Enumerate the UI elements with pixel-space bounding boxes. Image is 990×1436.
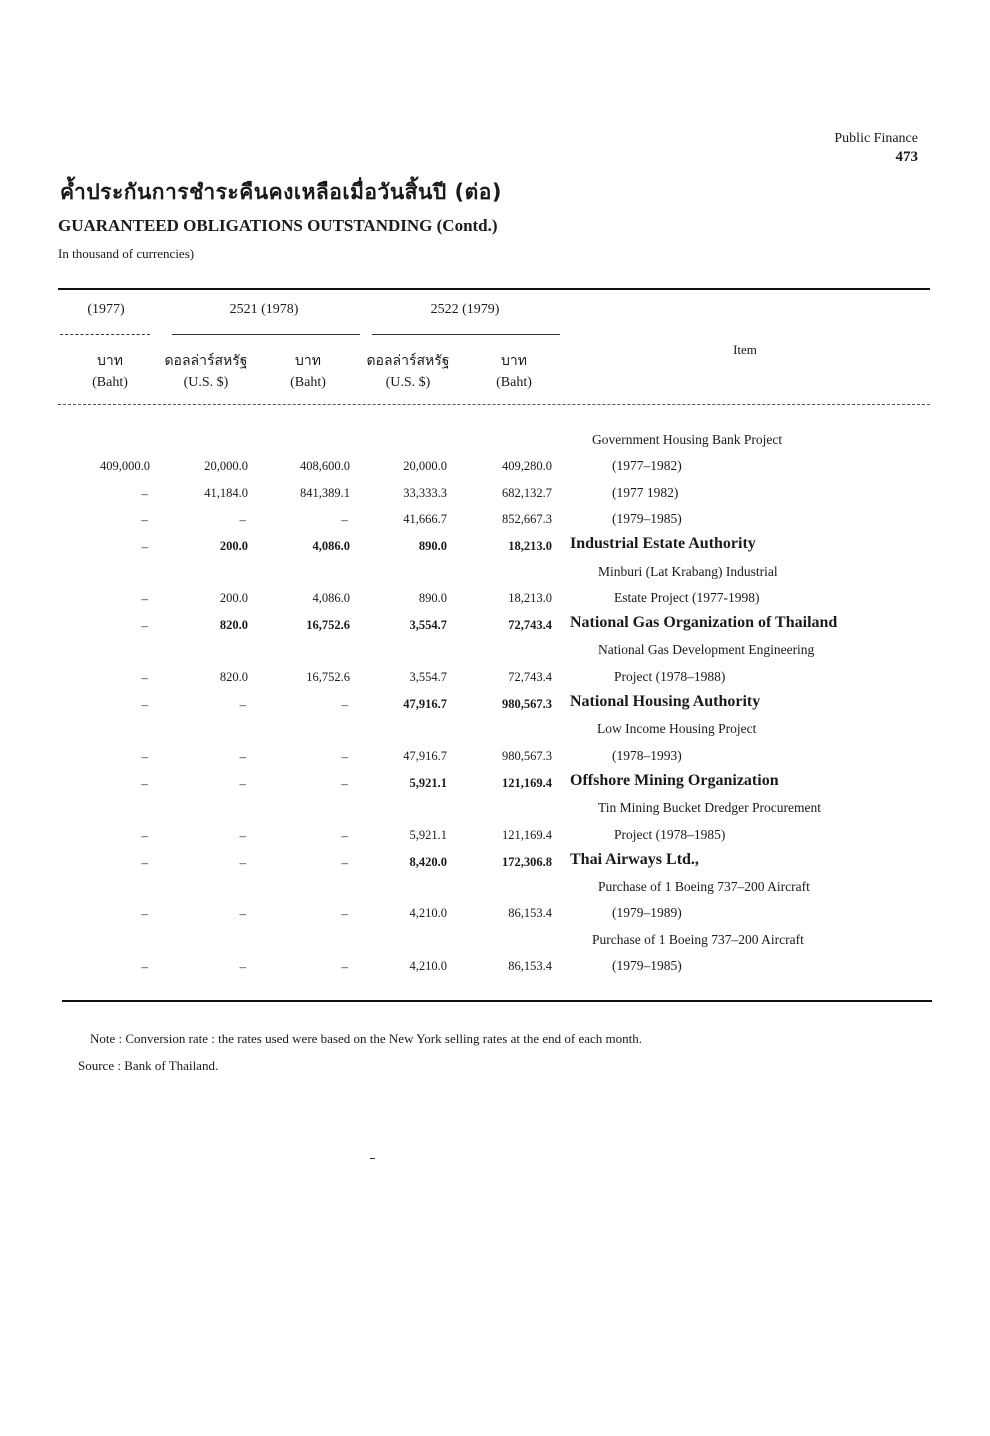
cell-baht-1977: – xyxy=(141,590,148,606)
header-usd-1978 xyxy=(150,350,262,394)
cell-baht-1979: 72,743.4 xyxy=(508,618,552,633)
cell-usd-1979: 33,333.3 xyxy=(403,485,447,500)
item-organization: Offshore Mining Organization xyxy=(570,771,779,789)
cell-baht-1979: 121,169.4 xyxy=(502,775,552,790)
cell-usd-1978: 820.0 xyxy=(219,669,248,684)
english-title: GUARANTEED OBLIGATIONS OUTSTANDING (Contd.) xyxy=(58,216,498,235)
cell-baht-1978: – xyxy=(341,854,348,870)
cell-baht-1978: 4,086.0 xyxy=(312,590,350,605)
cell-usd-1979: 890.0 xyxy=(418,590,447,605)
cell-baht-1978: 4,086.0 xyxy=(312,539,350,554)
source-note: Source : Bank of Thailand. xyxy=(78,1058,219,1073)
cell-baht-1979: 980,567.3 xyxy=(502,748,552,763)
conversion-note: Note : Conversion rate : the rates used were based on the New York selling rates at the end of each month. xyxy=(90,1031,642,1046)
rule-under-1977 xyxy=(60,334,150,335)
header-item: Item xyxy=(733,342,757,357)
stray-mark xyxy=(370,1158,375,1159)
unit-note: In thousand of currencies) xyxy=(58,246,195,261)
section-name: Public Finance xyxy=(834,131,918,146)
cell-baht-1979: 172,306.8 xyxy=(502,854,552,869)
item-description: Project (1978–1985) xyxy=(614,826,726,842)
item-description: (1979–1985) xyxy=(612,958,682,973)
cell-baht-1978: 408,600.0 xyxy=(300,459,350,474)
cell-baht-1977: – xyxy=(141,748,148,764)
cell-usd-1979: 20,000.0 xyxy=(403,459,447,474)
cell-baht-1978: – xyxy=(341,697,348,712)
item-description: Minburi (Lat Krabang) Industrial xyxy=(598,563,778,579)
item-description: Estate Project (1977-1998) xyxy=(614,589,760,605)
cell-baht-1979: 86,153.4 xyxy=(508,959,552,973)
item-description: (1977 1982) xyxy=(612,484,679,500)
header-baht-1978 xyxy=(268,350,348,394)
item-description: Project (1978–1988) xyxy=(614,668,726,684)
usd-thai-label: ดอลล่าร์สหรัฐ xyxy=(164,353,248,369)
cell-baht-1979: 980,567.3 xyxy=(502,697,552,711)
cell-baht-1978: – xyxy=(341,906,348,922)
header-bottom-rule xyxy=(58,404,930,405)
baht-thai-label: บาท xyxy=(295,353,321,369)
cell-baht-1979: 852,667.3 xyxy=(502,511,552,526)
cell-usd-1979: 41,666.7 xyxy=(403,511,447,526)
item-description: (1979–1989) xyxy=(612,905,682,921)
rule-under-1979 xyxy=(372,334,560,335)
header-baht-1977 xyxy=(72,350,148,394)
cell-baht-1979: 86,153.4 xyxy=(508,906,552,921)
cell-usd-1979: 5,921.1 xyxy=(409,827,447,842)
item-description: Purchase of 1 Boeing 737–200 Aircraft xyxy=(592,931,804,947)
cell-baht-1977: – xyxy=(141,618,148,634)
cell-usd-1978: – xyxy=(239,697,246,712)
page-number: 473 xyxy=(895,149,918,165)
thai-title: ค้ำประกันการชำระคืนคงเหลือเมื่อวันสิ้นปี (ต่อ) xyxy=(60,180,502,204)
cell-usd-1979: 5,921.1 xyxy=(409,775,447,790)
cell-usd-1978: 200.0 xyxy=(219,590,248,605)
cell-baht-1977: – xyxy=(141,485,148,501)
cell-usd-1978: – xyxy=(239,906,246,922)
cell-usd-1978: 20,000.0 xyxy=(204,459,248,474)
item-description: National Gas Development Engineering xyxy=(598,642,815,658)
cell-usd-1978: – xyxy=(239,854,246,870)
cell-baht-1979: 18,213.0 xyxy=(508,539,552,554)
item-description: Low Income Housing Project xyxy=(597,721,757,737)
cell-baht-1977: – xyxy=(141,775,148,791)
cell-baht-1977: – xyxy=(141,854,148,870)
cell-baht-1977: – xyxy=(141,827,148,843)
baht-thai-label: บาท xyxy=(501,353,527,369)
cell-baht-1978: – xyxy=(341,748,348,764)
cell-usd-1978: – xyxy=(239,959,246,974)
cell-usd-1978: 820.0 xyxy=(219,618,248,633)
cell-usd-1979: 47,916.7 xyxy=(403,697,447,711)
cell-usd-1978: – xyxy=(239,775,246,791)
baht-english-label: (Baht) xyxy=(496,375,532,390)
cell-baht-1977: – xyxy=(141,906,148,922)
cell-usd-1979: 890.0 xyxy=(418,539,447,554)
item-organization: Thai Airways Ltd., xyxy=(570,850,699,868)
cell-baht-1977: – xyxy=(141,697,148,712)
item-description: (1979–1985) xyxy=(612,510,682,526)
table-top-rule xyxy=(58,288,930,290)
item-description: Tin Mining Bucket Dredger Procurement xyxy=(598,800,821,816)
cell-baht-1978: – xyxy=(341,959,348,974)
cell-usd-1978: – xyxy=(239,511,246,527)
cell-usd-1979: 8,420.0 xyxy=(409,854,447,869)
cell-baht-1977: – xyxy=(141,511,148,527)
baht-english-label: (Baht) xyxy=(290,375,326,390)
table-bottom-rule xyxy=(62,1000,932,1002)
cell-usd-1979: 3,554.7 xyxy=(409,669,447,684)
rule-under-1978 xyxy=(172,334,360,335)
usd-english-label: (U.S. $) xyxy=(183,375,229,390)
baht-english-label: (Baht) xyxy=(92,375,128,390)
item-description: (1978–1993) xyxy=(612,747,682,763)
header-year-1979: 2522 (1979) xyxy=(430,302,500,317)
cell-baht-1977: 409,000.0 xyxy=(100,459,150,474)
cell-usd-1978: 41,184.0 xyxy=(204,485,248,500)
item-organization: National Housing Authority xyxy=(570,693,761,710)
cell-usd-1978: – xyxy=(239,748,246,764)
cell-baht-1979: 121,169.4 xyxy=(502,827,552,842)
cell-baht-1979: 72,743.4 xyxy=(508,669,552,684)
item-description: (1977–1982) xyxy=(612,458,682,474)
header-usd-1979 xyxy=(352,350,464,394)
cell-baht-1977: – xyxy=(141,669,148,685)
cell-usd-1979: 3,554.7 xyxy=(409,618,447,633)
cell-baht-1979: 18,213.0 xyxy=(508,590,552,605)
header-year-1978: 2521 (1978) xyxy=(229,302,299,317)
cell-baht-1977: – xyxy=(141,959,148,974)
header-year-1977: (1977) xyxy=(87,302,125,317)
cell-baht-1978: 16,752.6 xyxy=(306,618,350,633)
item-organization: Industrial Estate Authority xyxy=(570,535,756,553)
cell-baht-1977: – xyxy=(141,539,148,555)
cell-baht-1979: 409,280.0 xyxy=(502,459,552,474)
running-head xyxy=(834,130,918,166)
usd-english-label: (U.S. $) xyxy=(385,375,431,390)
cell-baht-1978: – xyxy=(341,827,348,843)
cell-usd-1978: 200.0 xyxy=(219,539,248,554)
cell-baht-1978: 16,752.6 xyxy=(306,669,350,684)
cell-usd-1979: 4,210.0 xyxy=(409,906,447,921)
cell-baht-1978: 841,389.1 xyxy=(300,485,350,500)
cell-baht-1979: 682,132.7 xyxy=(502,485,552,500)
cell-usd-1979: 4,210.0 xyxy=(409,959,447,973)
header-baht-1979 xyxy=(474,350,554,394)
usd-thai-label: ดอลล่าร์สหรัฐ xyxy=(366,353,450,369)
cell-baht-1978: – xyxy=(341,775,348,791)
cell-baht-1978: – xyxy=(341,511,348,527)
item-description: Government Housing Bank Project xyxy=(592,432,783,447)
baht-thai-label: บาท xyxy=(97,353,123,369)
cell-usd-1978: – xyxy=(239,827,246,843)
cell-usd-1979: 47,916.7 xyxy=(403,748,447,763)
item-description: Purchase of 1 Boeing 737–200 Aircraft xyxy=(598,879,810,895)
item-organization: National Gas Organization of Thailand xyxy=(570,614,838,632)
